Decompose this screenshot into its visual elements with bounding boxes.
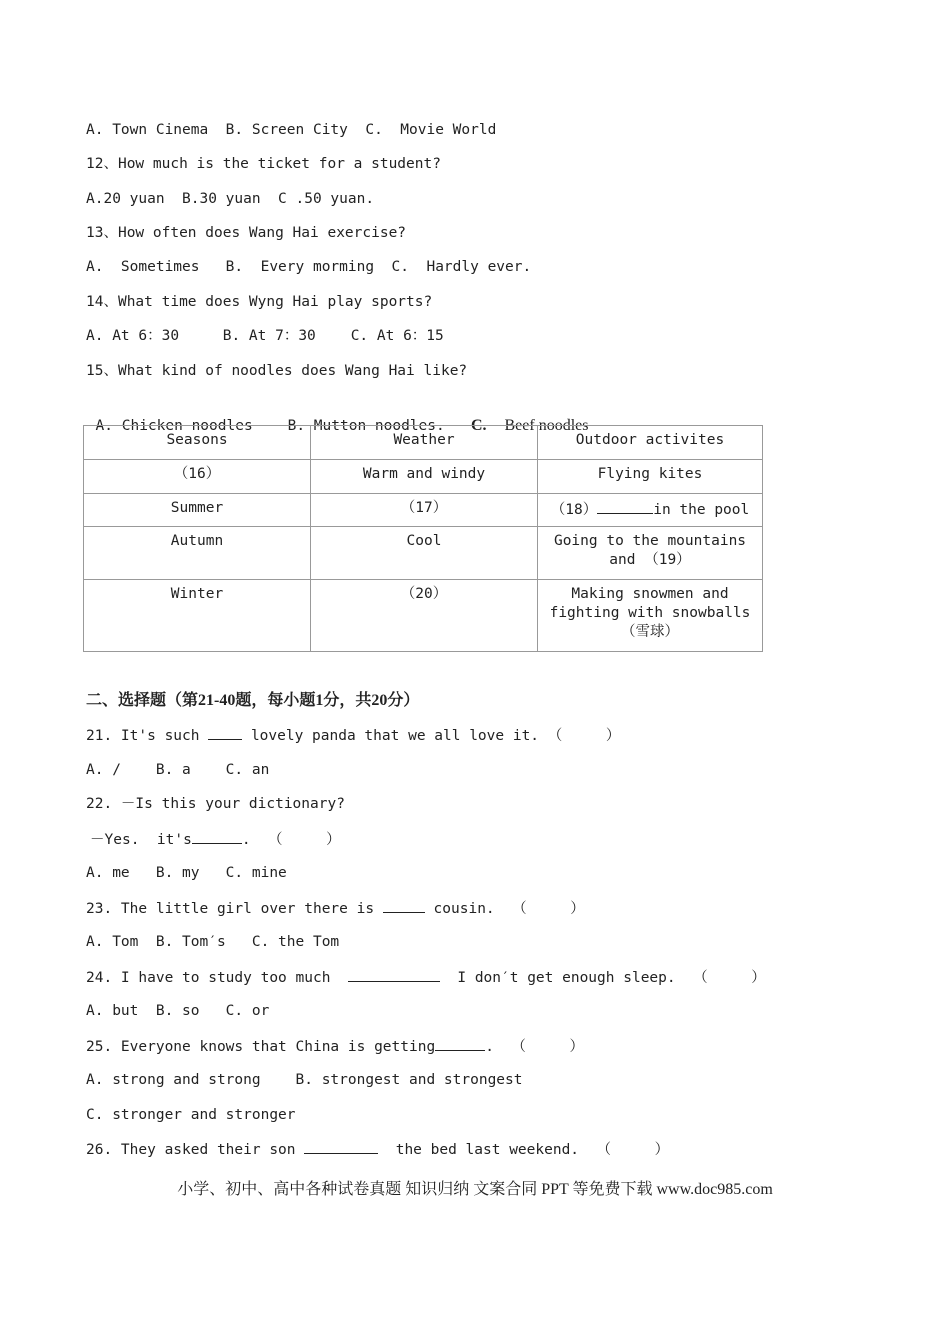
q22-options: A. me B. my C. mine [86,865,287,881]
answer-blank[interactable] [383,898,425,913]
table-row [84,460,763,494]
q25-text-b: . （ ） [485,1039,585,1055]
table-header: Seasons [84,426,311,460]
seasons-table [83,425,763,652]
q14-options: A. At 6：30 B. At 7：30 C. At 6：15 [86,328,444,344]
q13-options: A. Sometimes B. Every morming C. Hardly ever. [86,259,532,275]
q15-option-c-text: Beef noodles [504,417,589,434]
answer-blank[interactable] [435,1036,485,1051]
table-header-row [84,426,763,460]
table-row [84,494,763,527]
q24-text-b: I don′t get enough sleep. （ ） [439,970,766,986]
q24-text-a: 24. I have to study too much [86,970,348,986]
answer-blank[interactable] [348,967,440,982]
q25-options-1: A. strong and strong B. strongest and strongest [86,1072,523,1088]
answer-blank[interactable] [597,499,653,514]
q24-options: A. but B. so C. or [86,1003,270,1019]
table-cell: Flying kites [538,460,763,494]
table-header: Outdoor activites [538,426,763,460]
table-cell: Going to the mountains and （19） [538,527,763,580]
q11-options: A. Town Cinema B. Screen City C. Movie World [86,122,497,138]
question-13: 13、How often does Wang Hai exercise? [86,225,407,241]
question-21 [86,725,620,746]
question-26 [86,1139,669,1160]
q23-options: A. Tom B. Tom′s C. the Tom [86,934,340,950]
q25-options-2: C. stronger and stronger [86,1107,296,1123]
q21-options: A. / B. a C. an [86,762,270,778]
q21-text-a: 21. It's such [86,728,209,744]
q23-text-b: cousin. （ ） [424,901,585,917]
table-cell: Cool [311,527,538,580]
blank-18-label: （18） [550,502,598,518]
section-2-title: 二、选择题（第21-40题，每小题1分，共20分） [86,692,420,709]
table-cell: （16） [84,460,311,494]
question-23 [86,898,585,919]
answer-blank[interactable] [304,1139,378,1154]
table-cell: Making snowmen and fighting with snowballs（雪球） [538,580,763,652]
q12-options: A.20 yuan B.30 yuan C .50 yuan. [86,191,375,207]
table-cell: （20） [311,580,538,652]
q22-text-a: －Yes. it's [90,832,192,848]
table-cell: Summer [84,494,311,527]
q21-text-b: lovely panda that we all love it. （ ） [242,728,621,744]
table-cell: （17） [311,494,538,527]
q23-text-a: 23. The little girl over there is [86,901,383,917]
table-cell: Warm and windy [311,460,538,494]
question-15: 15、What kind of noodles does Wang Hai like? [86,363,468,379]
table-row [84,527,763,580]
page-footer: 小学、初中、高中各种试卷真题 知识归纳 文案合同 PPT 等免费下载 www.doc985.com [177,1181,773,1198]
question-25 [86,1036,584,1057]
question-22-answer [90,829,341,850]
table-header: Weather [311,426,538,460]
question-24 [86,967,766,988]
blank-18-text: in the pool [653,502,750,518]
q15-options-ab: A. Chicken noodles B. Mutton noodles. [95,418,471,434]
q15-option-c-letter: C. [470,417,487,434]
question-14: 14、What time does Wyng Hai play sports? [86,294,433,310]
q26-text-a: 26. They asked their son [86,1142,305,1158]
q25-text-a: 25. Everyone knows that China is getting [86,1039,436,1055]
question-12: 12、How much is the ticket for a student? [86,156,441,172]
q26-text-b: the bed last weekend. （ ） [378,1142,670,1158]
table-row [84,580,763,652]
answer-blank[interactable] [192,829,242,844]
question-22: 22. －Is this your dictionary? [86,796,345,812]
table-cell [538,494,763,527]
q22-text-b: . （ ） [241,832,341,848]
answer-blank[interactable] [208,725,242,740]
table-cell: Winter [84,580,311,652]
table-cell: Autumn [84,527,311,580]
